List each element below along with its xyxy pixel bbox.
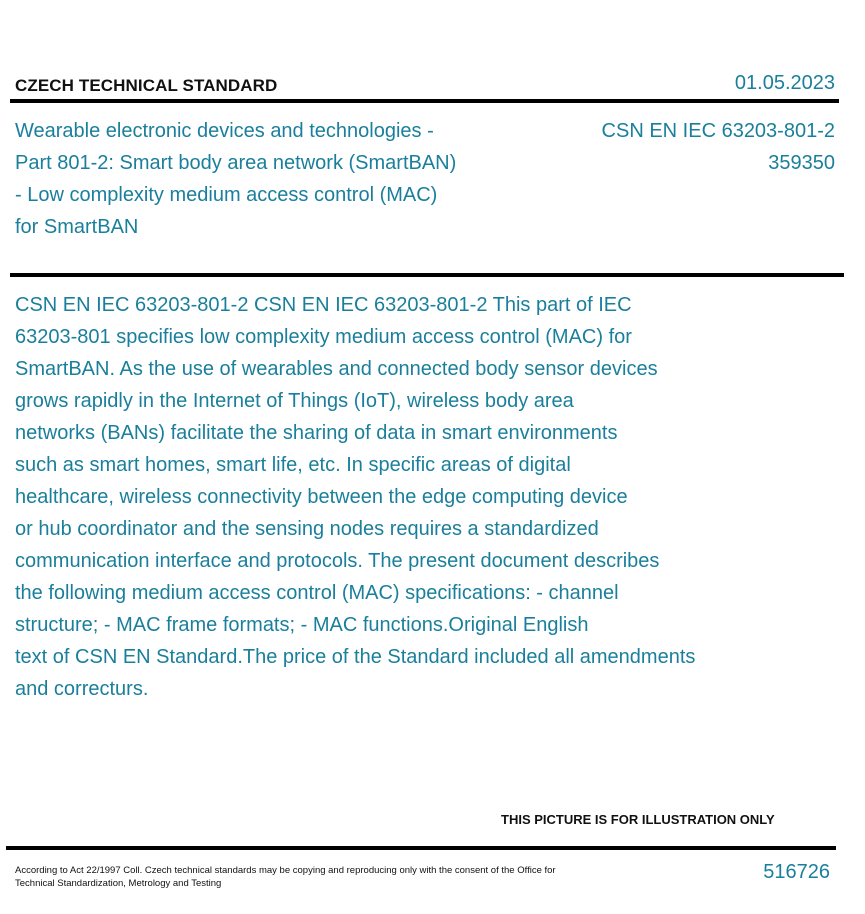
standard-code-block bbox=[602, 115, 835, 179]
document-type-label: CZECH TECHNICAL STANDARD bbox=[15, 76, 278, 95]
divider-middle bbox=[10, 273, 844, 277]
standard-title: Wearable electronic devices and technologies - Part 801-2: Smart body area network (SmartBAN) - Low complexity medium access control (MAC) for SmartBAN bbox=[15, 120, 457, 238]
publication-date: 01.05.2023 bbox=[734, 72, 835, 94]
standard-code: CSN EN IEC 63203-801-2 bbox=[601, 120, 835, 142]
illustration-note: THIS PICTURE IS FOR ILLUSTRATION ONLY bbox=[501, 812, 775, 827]
divider-bottom bbox=[6, 846, 836, 850]
footer-number: 516726 bbox=[763, 861, 830, 883]
legal-notice: According to Act 22/1997 Coll. Czech technical standards may be copying and reproducing only with the consent of the Office for Technical Standardization, Metrology and Testing bbox=[15, 865, 556, 889]
catalog-number: 359350 bbox=[768, 152, 835, 174]
standard-description: CSN EN IEC 63203-801-2 CSN EN IEC 63203-801-2 This part of IEC 63203-801 specifies low complexity medium access control (MAC) for SmartBAN. As the use of wearables and connected body sensor devices grows rapidly in the Internet of Things (IoT), wireless body area networks (BANs) facilitate the sharing of data in smart environments such as smart homes, smart life, etc. In specific areas of digital healthcare, wireless connectivity between the edge computing device or hub coordinator and the sensing nodes requires a standardized communication interface and protocols. The present document describes the following medium access control (MAC) specifications: - channel structure; - MAC frame formats; - MAC functions.Original English text of CSN EN Standard.The price of the Standard included all amendments and correcturs. bbox=[15, 294, 696, 700]
divider-top bbox=[10, 99, 839, 103]
